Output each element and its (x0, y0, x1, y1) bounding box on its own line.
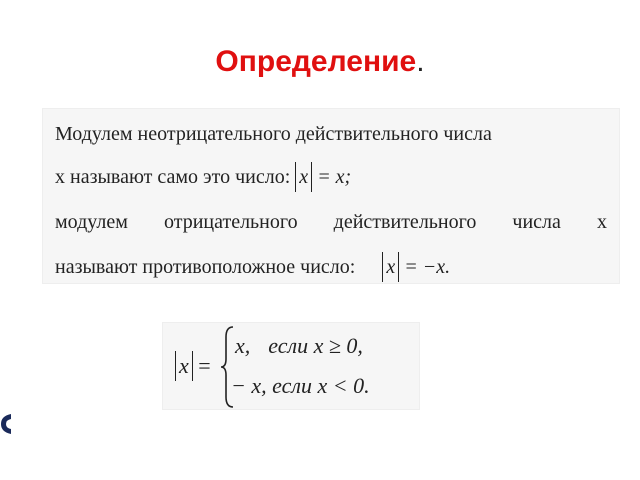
abs-rhs: = x; (317, 166, 352, 188)
formula-lhs (175, 353, 211, 379)
title-text: Определение (215, 45, 417, 78)
title-period: . (416, 45, 425, 78)
case-2-expression: − x, (231, 373, 267, 398)
case-1-expression: x, (235, 333, 251, 358)
definition-line-3: модулем отрицательного действительного числа х (55, 211, 607, 233)
definition-line-2 (55, 164, 351, 190)
slide-title (0, 44, 640, 80)
definition-line-1: Модулем неотрицательного действительного числа (55, 123, 492, 145)
formula-equals: = (198, 353, 211, 378)
definition-line-4 (55, 254, 450, 280)
formula-case-2 (231, 373, 370, 399)
piecewise-formula (162, 322, 420, 410)
edge-glyph-icon (0, 412, 12, 436)
case-2-condition: если x < 0. (272, 373, 370, 398)
formula-case-1 (235, 333, 363, 359)
abs-neg-x-formula (382, 256, 450, 278)
formula-lhs-variable: x (179, 353, 189, 378)
abs-x-formula (295, 166, 351, 188)
definition-line-4-text: называют противоположное число: (55, 256, 356, 278)
abs-value-bars (175, 353, 193, 379)
abs-variable: x (386, 256, 396, 278)
definition-line-2-text: х называют само это число: (55, 166, 291, 188)
definition-text-block (42, 108, 620, 284)
abs-value-bars (295, 164, 312, 190)
abs-variable: x (299, 166, 309, 188)
abs-value-bars (382, 254, 399, 280)
abs-rhs: = −x. (404, 256, 451, 278)
case-1-condition: если x ≥ 0, (268, 333, 363, 358)
